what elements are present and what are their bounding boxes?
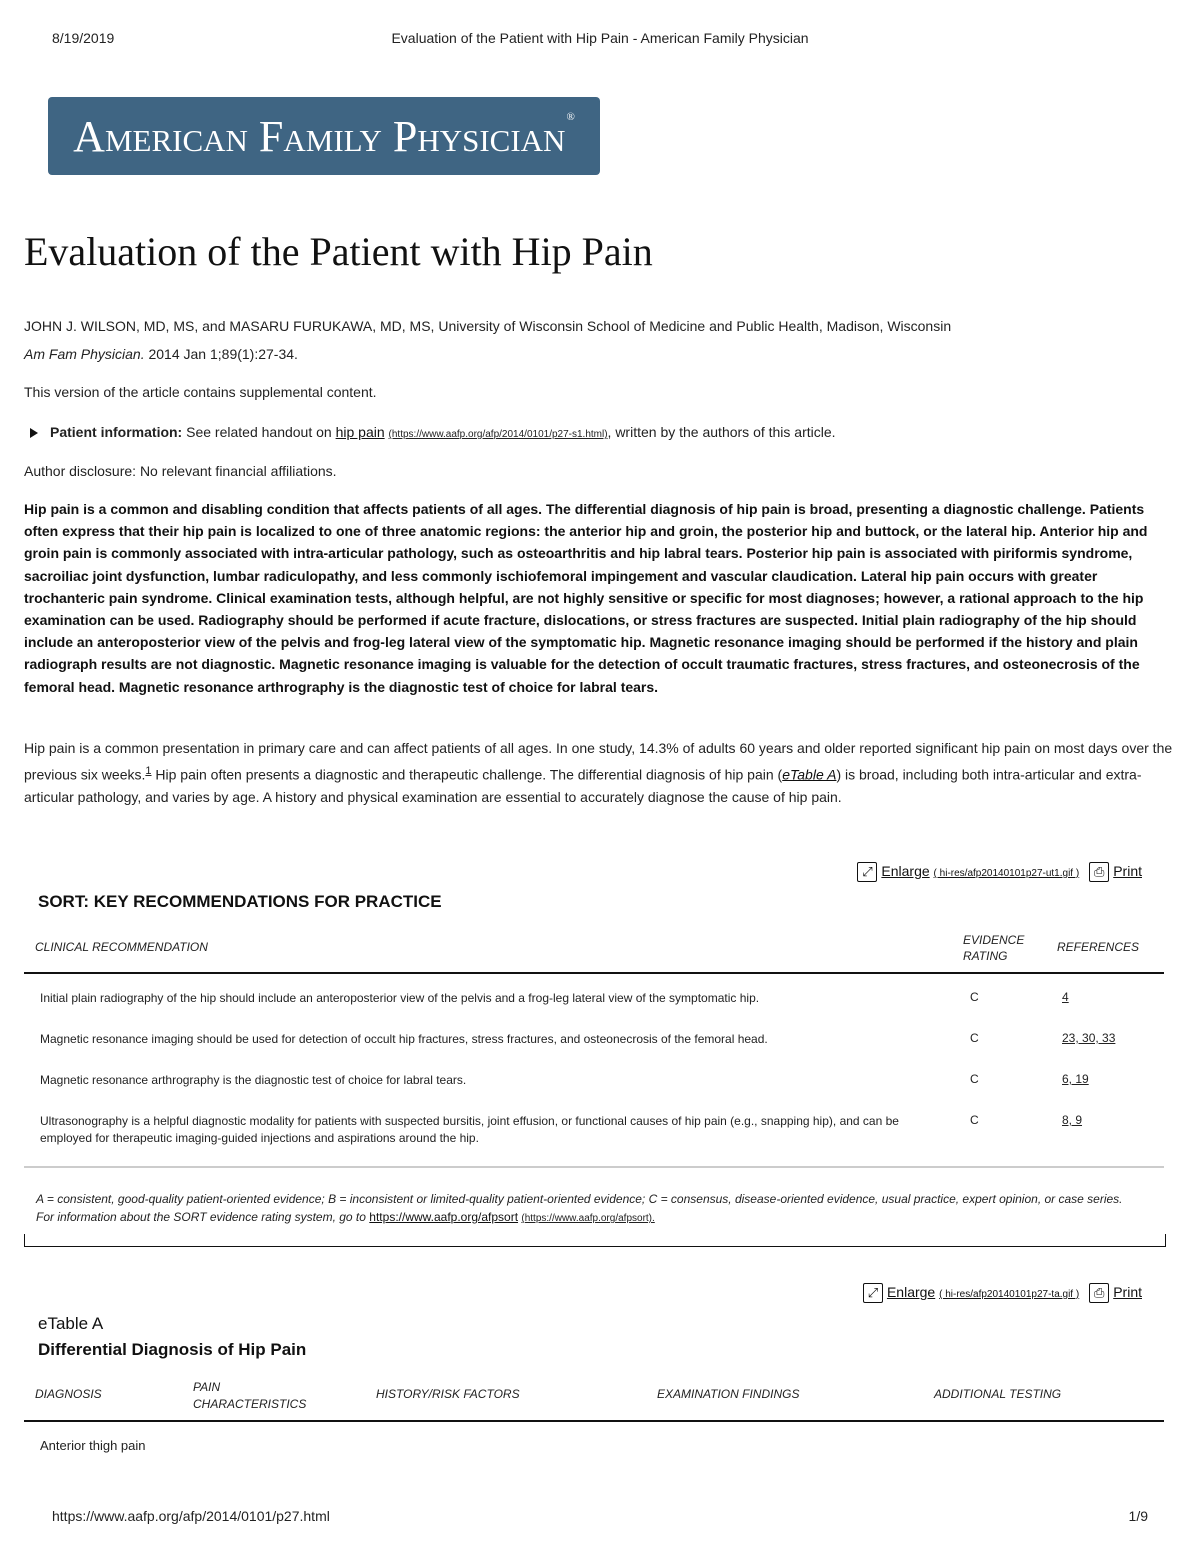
etable-header-rule bbox=[24, 1420, 1164, 1422]
sort-row-recommendation: Initial plain radiography of the hip should include an anteroposterior view of the pelvis and a frog-leg lateral view of the symptomatic hip. bbox=[40, 991, 760, 1005]
sort-row-rating: C bbox=[970, 1072, 979, 1086]
print-page-title: Evaluation of the Patient with Hip Pain - American Family Physician bbox=[391, 30, 809, 46]
article-citation: Am Fam Physician. 2014 Jan 1;89(1):27-34. bbox=[24, 346, 298, 362]
col-header-evidence-rating: EVIDENCE RATING bbox=[963, 933, 1025, 963]
table-header-rule bbox=[24, 972, 1164, 974]
print-date: 8/19/2019 bbox=[52, 30, 115, 46]
print-control[interactable]: ⎙ Print bbox=[1089, 862, 1142, 882]
etable-title: Differential Diagnosis of Hip Pain bbox=[38, 1340, 307, 1359]
logo-text: American Family Physician® bbox=[73, 110, 575, 161]
patient-information: Patient information: See related handout on hip pain (https://www.aafp.org/afp/2014/0101/p27-s1.html), written by the authors of this article. bbox=[30, 424, 836, 440]
author-disclosure: Author disclosure: No relevant financial affiliations. bbox=[24, 463, 337, 479]
sort-table-title: SORT: KEY RECOMMENDATIONS FOR PRACTICE bbox=[38, 892, 442, 911]
sort-row-references[interactable]: 6, 19 bbox=[1062, 1072, 1089, 1086]
col-header-recommendation: CLINICAL RECOMMENDATION bbox=[35, 940, 208, 954]
table-bottom-rule bbox=[24, 1166, 1164, 1168]
print-control[interactable]: ⎙ Print bbox=[1089, 1283, 1142, 1303]
col-header-references: REFERENCES bbox=[1057, 940, 1140, 954]
page-number: 1/9 bbox=[1128, 1508, 1148, 1524]
intro-paragraph: Hip pain is a common presentation in primary care and can affect patients of all ages. In one study, 14.3% of adults 60 years and older reported significant hip pain on most days over the previous six weeks.$^1$ Hip pain often presents a diagnostic and therapeutic challenge. The differential diagnosis of hip pain (eTable A) is broad, including both intra-articular and extra-articular pathology, and varies by age. A history and physical examination are essential to accurately diagnose the cause of hip pain. bbox=[24, 740, 1173, 805]
table-frame bbox=[24, 1234, 1166, 1247]
reference-link[interactable]: 1 bbox=[145, 764, 152, 777]
printer-icon: ⎙ bbox=[1089, 1283, 1109, 1303]
sort-row-references[interactable]: 8, 9 bbox=[1062, 1113, 1083, 1127]
journal-logo[interactable] bbox=[48, 97, 600, 175]
enlarge-icon: ⤢ bbox=[857, 862, 877, 882]
sort-footnote: A = consistent, good-quality patient-oriented evidence; B = inconsistent or limited-quality patient-oriented evidence; C = consensus, disease-oriented evidence, usual practice, expert opinion, or case series. For information about the SORT evidence rating system, go to https://www.aafp.org/afpsort (https://www.aafp.org/afpsort). bbox=[36, 1192, 1123, 1224]
article-abstract: Hip pain is a common and disabling condition that affects patients of all ages. The differential diagnosis of hip pain is broad, presenting a diagnostic challenge. Patients often express that their hip pain is localized to one of three anatomic regions: the anterior hip and groin, the posterior hip and buttock, or the lateral hip. Anterior hip and groin pain is commonly associated with intra-articular pathology, such as osteoarthritis and hip labral tears. Posterior hip pain is associated with piriformis syndrome, sacroiliac joint dysfunction, lumbar radiculopathy, and less commonly ischiofemoral impingement and vascular claudication. Lateral hip pain occurs with greater trochanteric pain syndrome. Clinical examination tests, although helpful, are not highly sensitive or specific for most diagnoses; however, a rational approach to the hip examination can be used. Radiography should be performed if acute fracture, dislocations, or stress fractures are suspected. Initial plain radiography of the hip should include an anteroposterior view of the pelvis and frog-leg lateral view of the symptomatic hip. Magnetic resonance imaging should be performed if the history and plain radiograph results are not diagnostic. Magnetic resonance imaging is valuable for the detection of occult traumatic fractures, stress fractures, and osteonecrosis of the femoral head. Magnetic resonance arthrography is the diagnostic test of choice for labral tears. bbox=[24, 501, 1148, 695]
etable-row-group: Anterior thigh pain bbox=[40, 1438, 146, 1453]
article-title: Evaluation of the Patient with Hip Pain bbox=[24, 229, 653, 274]
sort-row-references[interactable]: 4 bbox=[1062, 990, 1069, 1004]
disclosure-triangle-icon[interactable] bbox=[30, 428, 38, 438]
enlarge-icon: ⤢ bbox=[863, 1283, 883, 1303]
supplemental-note: This version of the article contains supplemental content. bbox=[24, 384, 377, 400]
col-header-testing: ADDITIONAL TESTING bbox=[934, 1387, 1062, 1401]
col-header-exam: EXAMINATION FINDINGS bbox=[657, 1387, 800, 1401]
hip-pain-handout-link[interactable]: hip pain bbox=[335, 424, 385, 440]
enlarge-control[interactable]: ⤢ Enlarge ( hi-res/afp20140101p27-ut1.gif ) bbox=[857, 862, 1079, 882]
col-header-history: HISTORY/RISK FACTORS bbox=[376, 1387, 520, 1401]
sort-row-rating: C bbox=[970, 1113, 979, 1127]
sort-row-rating: C bbox=[970, 1031, 979, 1045]
col-header-pain: PAIN CHARACTERISTICS bbox=[193, 1380, 307, 1411]
etable-toolbar bbox=[863, 1283, 1142, 1303]
col-header-diagnosis: DIAGNOSIS bbox=[35, 1387, 102, 1401]
sort-row-references[interactable]: 23, 30, 33 bbox=[1062, 1031, 1116, 1045]
sort-toolbar bbox=[857, 862, 1142, 882]
etable-label: eTable A bbox=[38, 1314, 104, 1333]
article-authors: JOHN J. WILSON, MD, MS, and MASARU FURUKAWA, MD, MS, University of Wisconsin School of Medicine and Public Health, Madison, Wisconsin bbox=[24, 318, 952, 334]
afpsort-link[interactable]: https://www.aafp.org/afpsort bbox=[369, 1210, 519, 1224]
sort-row-recommendation: Magnetic resonance arthrography is the diagnostic test of choice for labral tears. bbox=[40, 1073, 467, 1087]
sort-row-recommendation: Ultrasonography is a helpful diagnostic modality for patients with suspected bursitis, joint effusion, or functional causes of hip pain (e.g., snapping hip), and can be employed for therapeutic imaging-guided injections and aspirations around the hip. bbox=[40, 1114, 899, 1145]
handout-url[interactable]: (https://www.aafp.org/afp/2014/0101/p27-s1.html) bbox=[388, 429, 608, 440]
enlarge-control[interactable]: ⤢ Enlarge ( hi-res/afp20140101p27-ta.gif ) bbox=[863, 1283, 1079, 1303]
print-url: https://www.aafp.org/afp/2014/0101/p27.html bbox=[52, 1508, 330, 1524]
etable-a-link[interactable]: eTable A bbox=[782, 766, 837, 783]
sort-row-rating: C bbox=[970, 990, 979, 1004]
sort-row-recommendation: Magnetic resonance imaging should be used for detection of occult hip fractures, stress fractures, and osteonecrosis of the femoral head. bbox=[40, 1032, 768, 1046]
printer-icon: ⎙ bbox=[1089, 862, 1109, 882]
